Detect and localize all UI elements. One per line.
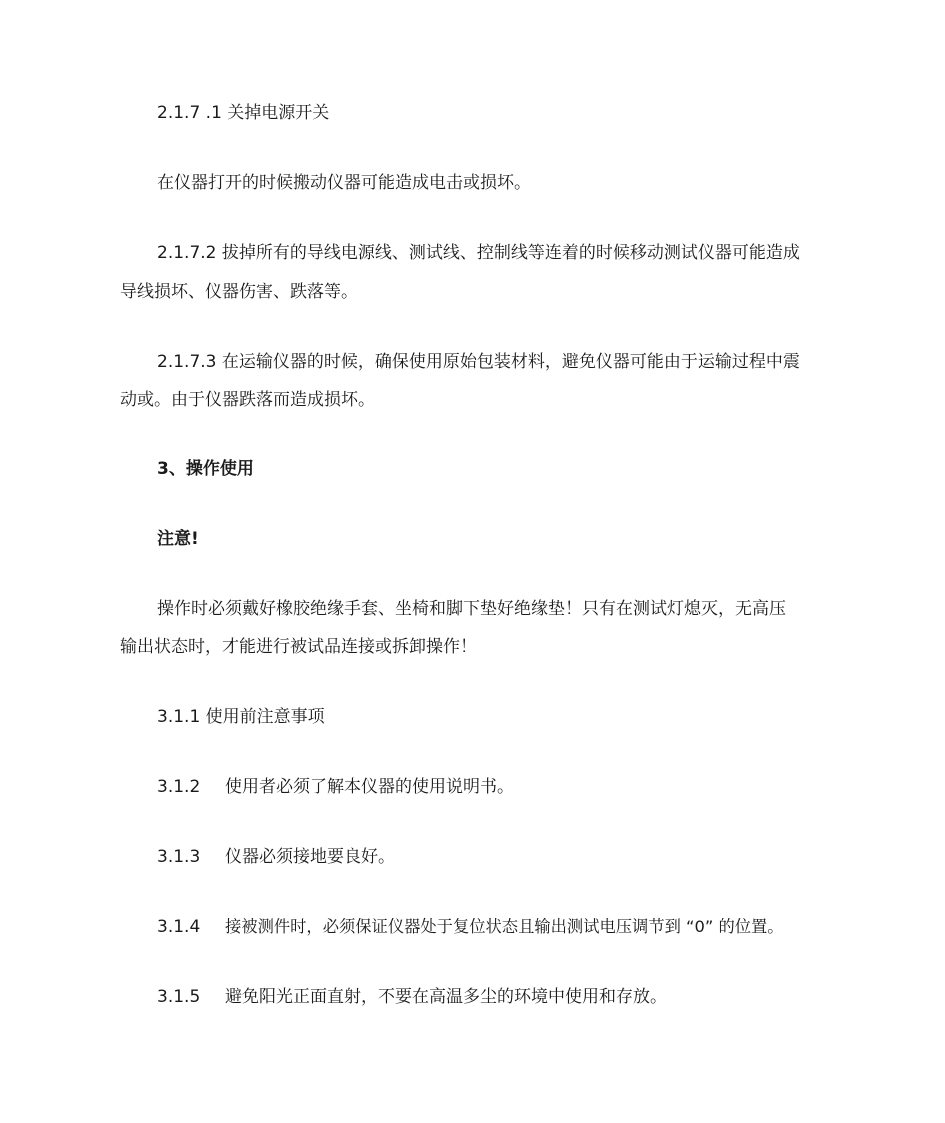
item-text: 仪器必须接地要良好。: [225, 847, 395, 867]
caution-title: 注意!: [157, 529, 199, 549]
heading-2-1-7-1: 2.1.7 .1 关掉电源开关: [157, 103, 330, 123]
list-item: [157, 776, 514, 798]
item-text: 避免阳光正面直射，不要在高温多尘的环境中使用和存放。: [225, 987, 667, 1007]
paragraph-2-1-7-3-line1: 2.1.7.3 在运输仪器的时候，确保使用原始包装材料，避免仪器可能由于运输过程中震: [157, 352, 800, 372]
item-number: 3.1.4: [157, 917, 201, 937]
caution-text-line2: 输出状态时，才能进行被试品连接或拆卸操作！: [120, 637, 477, 657]
list-item: [157, 916, 784, 938]
item-number: 3.1.3: [157, 847, 201, 867]
paragraph-2-1-7-1-body: 在仪器打开的时候搬动仪器可能造成电击或损坏。: [157, 173, 531, 193]
paragraph-2-1-7-3-line2: 动或。由于仪器跌落而造成损坏。: [120, 390, 375, 410]
heading-3-1-1: 3.1.1 使用前注意事项: [157, 707, 325, 727]
item-text: 使用者必须了解本仪器的使用说明书。: [225, 777, 514, 797]
paragraph-2-1-7-2-line2: 导线损坏、仪器伤害、跌落等。: [120, 282, 358, 302]
list-item: [157, 986, 667, 1008]
section-3-title: 3、操作使用: [157, 459, 254, 479]
caution-text-line1: 操作时必须戴好橡胶绝缘手套、坐椅和脚下垫好绝缘垫！只有在测试灯熄灭，无高压: [157, 599, 786, 619]
list-item: [157, 846, 395, 868]
item-number: 3.1.2: [157, 777, 201, 797]
item-text: 接被测件时，必须保证仪器处于复位状态且输出测试电压调节到 “0” 的位置。: [225, 917, 784, 936]
item-number: 3.1.5: [157, 987, 201, 1007]
paragraph-2-1-7-2-line1: 2.1.7.2 拔掉所有的导线电源线、测试线、控制线等连着的时候移动测试仪器可能造成: [157, 243, 800, 263]
